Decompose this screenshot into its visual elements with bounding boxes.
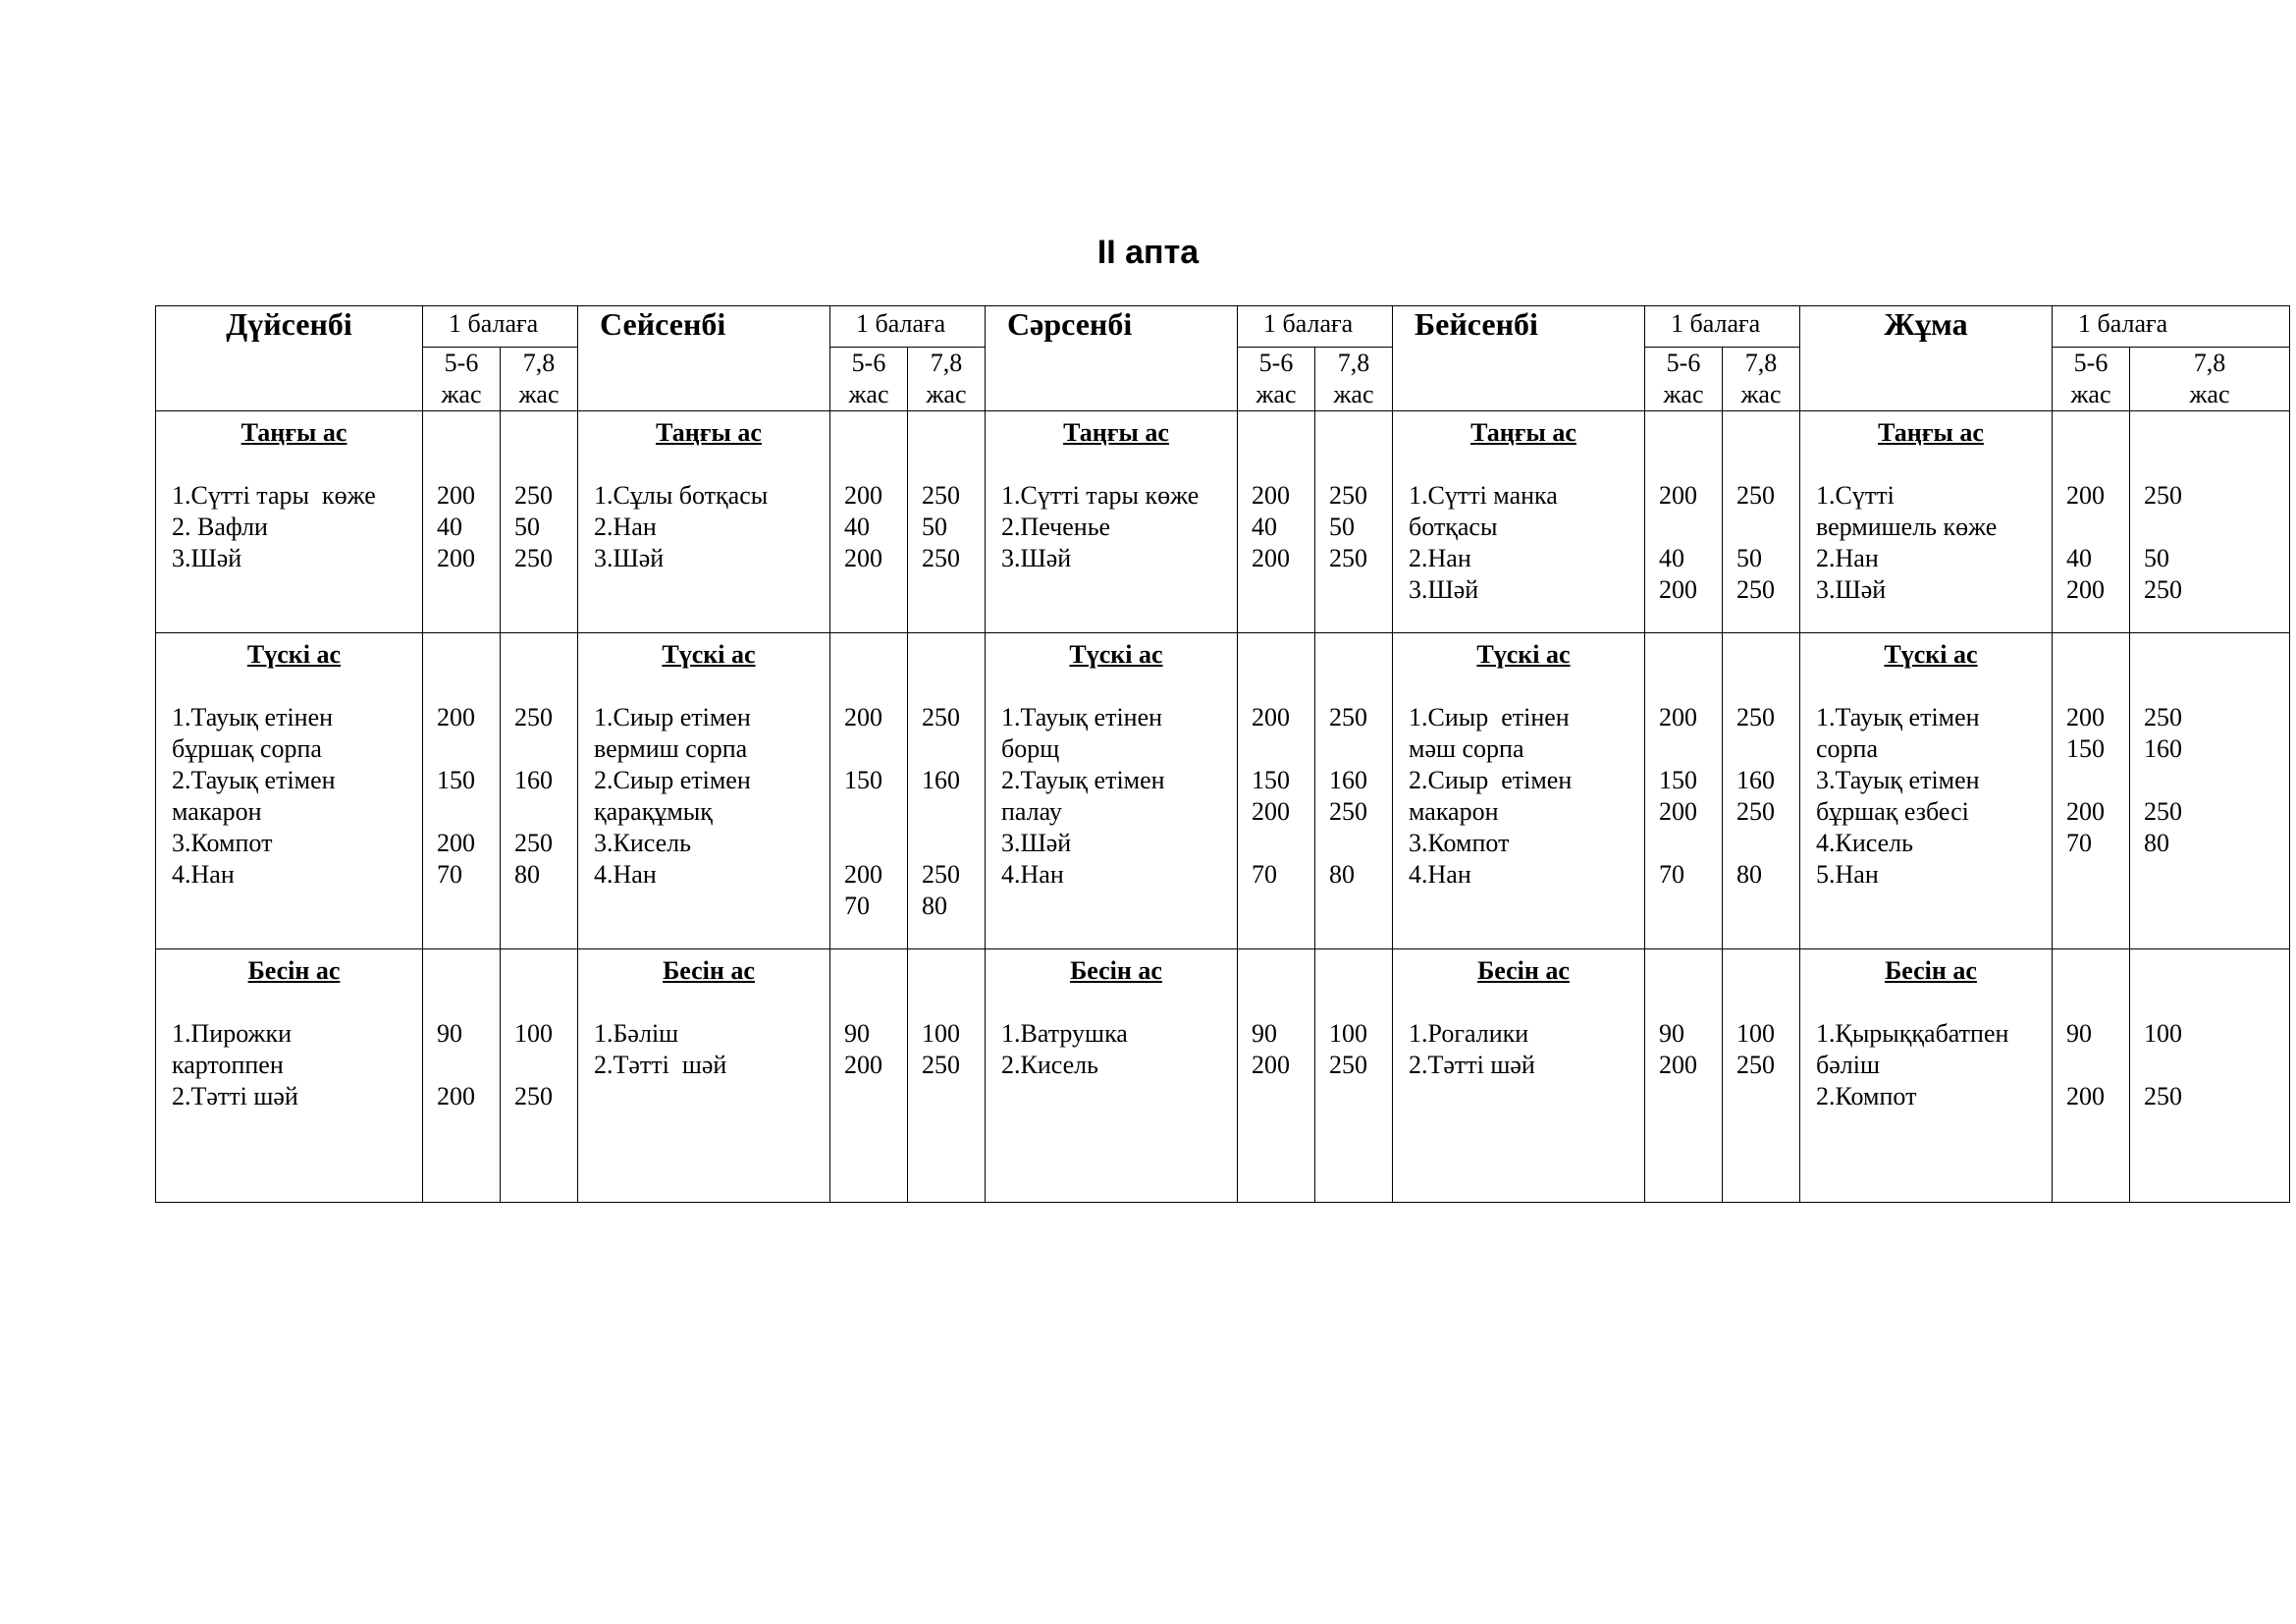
portion-value: 70 — [1659, 860, 1684, 889]
portion-value — [1329, 828, 1392, 859]
meal-cell-tuesday-lunch — [578, 633, 830, 949]
portion-value: 50 — [922, 513, 947, 541]
meal-heading: Түскі ас — [1476, 640, 1571, 669]
portion-7-8-thursday-breakfast — [1723, 411, 1800, 633]
portion-value: 200 — [1252, 544, 1290, 572]
portion-value: 160 — [922, 766, 960, 794]
day-name-friday: Жұма — [1800, 306, 2053, 411]
weekly-menu-table — [155, 305, 2290, 1203]
portion-value — [1659, 512, 1722, 543]
dish-line: 4.Кисель — [1816, 829, 1913, 857]
portion-value: 40 — [844, 513, 870, 541]
dish-line: қарақұмық — [594, 797, 713, 826]
dish-line: 1.Сүтті — [1816, 481, 1895, 510]
meal-heading: Бесін ас — [1885, 956, 1977, 985]
portion-value: 200 — [1659, 797, 1697, 826]
portion-value: 200 — [844, 481, 882, 510]
dish-line: сорпа — [1816, 734, 1878, 763]
dish-line: вермиш сорпа — [594, 734, 748, 763]
meal-cell-monday-lunch — [156, 633, 423, 949]
portion-value: 70 — [2066, 829, 2092, 857]
portion-value: 80 — [1736, 860, 1762, 889]
dish-line: 3.Шәй — [1409, 575, 1479, 604]
portion-value: 70 — [437, 860, 462, 889]
dish-line: 1.Рогалики — [1409, 1019, 1529, 1048]
dish-line: 1.Тауық етінен — [172, 703, 334, 731]
meal-cell-tuesday-snack — [578, 949, 830, 1203]
portion-5-6-thursday-snack — [1645, 949, 1723, 1203]
dish-line: 1.Бәліш — [594, 1019, 679, 1048]
portion-7-8-monday-breakfast — [501, 411, 578, 633]
per-child-header: 1 балаға — [1238, 306, 1393, 348]
meal-cell-friday-breakfast — [1800, 411, 2053, 633]
meal-cell-thursday-breakfast — [1393, 411, 1645, 633]
portion-value: 100 — [514, 1019, 553, 1048]
meal-heading: Таңғы ас — [240, 418, 347, 447]
portion-value: 200 — [1659, 575, 1697, 604]
portion-value: 160 — [1329, 766, 1367, 794]
day-name-wednesday: Сәрсенбі — [986, 306, 1238, 411]
portion-value: 250 — [1736, 797, 1775, 826]
portion-value: 160 — [514, 766, 553, 794]
portion-value: 150 — [437, 766, 475, 794]
portion-value: 200 — [844, 860, 882, 889]
dish-line: бұршақ сорпа — [172, 734, 322, 763]
per-child-header: 1 балаға — [830, 306, 986, 348]
dish-line: 3.Компот — [172, 829, 273, 857]
portion-value — [1659, 733, 1722, 765]
portion-value — [1736, 733, 1799, 765]
dish-line: мәш сорпа — [1409, 734, 1524, 763]
portion-value: 250 — [2144, 481, 2182, 510]
portion-value: 90 — [437, 1019, 462, 1048]
per-child-header: 1 балаға — [423, 306, 578, 348]
portion-value: 250 — [1329, 703, 1367, 731]
portion-7-8-tuesday-snack — [908, 949, 986, 1203]
dish-line: 1.Тауық етінен — [1001, 703, 1163, 731]
meal-heading: Түскі ас — [662, 640, 756, 669]
age-7-8-header: 7,8 жас — [501, 348, 578, 411]
portion-value: 250 — [1329, 797, 1367, 826]
dish-line: 3.Шәй — [594, 544, 665, 572]
portion-7-8-thursday-lunch — [1723, 633, 1800, 949]
meal-heading: Бесін ас — [1477, 956, 1570, 985]
portion-value: 70 — [844, 892, 870, 920]
dish-line: 2.Тауық етімен — [1001, 766, 1165, 794]
dish-line: 1.Сиыр етінен — [1409, 703, 1570, 731]
portion-value: 200 — [437, 1082, 475, 1110]
portion-value: 100 — [2144, 1019, 2182, 1048]
portion-value: 250 — [1736, 481, 1775, 510]
portion-value — [1252, 828, 1314, 859]
portion-value: 40 — [2066, 544, 2092, 572]
dish-line: 1.Пирожки — [172, 1019, 293, 1048]
dish-line: 2.Компот — [1816, 1082, 1917, 1110]
portion-value — [922, 796, 985, 828]
portion-value: 150 — [844, 766, 882, 794]
meal-row-snack — [156, 949, 2290, 1203]
meal-cell-wednesday-lunch — [986, 633, 1238, 949]
portion-value: 90 — [844, 1019, 870, 1048]
portion-5-6-monday-snack — [423, 949, 501, 1203]
portion-value — [1736, 828, 1799, 859]
meal-heading: Таңғы ас — [1878, 418, 1984, 447]
portion-5-6-thursday-breakfast — [1645, 411, 1723, 633]
dish-line: картоппен — [172, 1051, 284, 1079]
portion-value — [2144, 512, 2289, 543]
portion-5-6-monday-lunch — [423, 633, 501, 949]
portion-value — [2066, 512, 2129, 543]
portion-value: 50 — [1329, 513, 1355, 541]
portion-5-6-thursday-lunch — [1645, 633, 1723, 949]
portion-7-8-monday-lunch — [501, 633, 578, 949]
portion-value: 200 — [2066, 1082, 2105, 1110]
portion-value — [1252, 733, 1314, 765]
meal-heading: Бесін ас — [1070, 956, 1162, 985]
meal-cell-thursday-snack — [1393, 949, 1645, 1203]
meal-heading: Түскі ас — [1069, 640, 1163, 669]
meal-heading: Бесін ас — [663, 956, 755, 985]
portion-value — [922, 733, 985, 765]
dish-line: 1.Ватрушка — [1001, 1019, 1128, 1048]
dish-line: 1.Сүтті тары көже — [172, 481, 376, 510]
portion-5-6-wednesday-breakfast — [1238, 411, 1315, 633]
portion-7-8-tuesday-lunch — [908, 633, 986, 949]
portion-value: 250 — [922, 703, 960, 731]
age-5-6-header: 5-6 жас — [1645, 348, 1723, 411]
dish-line: 3.Шәй — [1001, 544, 1072, 572]
portion-value: 250 — [1736, 575, 1775, 604]
age-5-6-header: 5-6 жас — [2053, 348, 2130, 411]
portion-value: 200 — [2066, 481, 2105, 510]
portion-value — [2066, 765, 2129, 796]
meal-row-breakfast — [156, 411, 2290, 633]
portion-5-6-friday-lunch — [2053, 633, 2130, 949]
portion-value: 200 — [437, 829, 475, 857]
dish-line: 4.Нан — [172, 860, 235, 889]
portion-value: 250 — [514, 703, 553, 731]
portion-value: 200 — [1659, 481, 1697, 510]
portion-value: 160 — [2144, 734, 2182, 763]
portion-value: 40 — [1659, 544, 1684, 572]
dish-line: борщ — [1001, 734, 1060, 763]
portion-5-6-friday-breakfast — [2053, 411, 2130, 633]
portion-value: 200 — [844, 544, 882, 572]
dish-line: 5.Нан — [1816, 860, 1879, 889]
day-name-tuesday: Сейсенбі — [578, 306, 830, 411]
dish-line: 2.Сиыр етімен — [594, 766, 751, 794]
dish-line: 2.Тәтті шәй — [172, 1082, 298, 1110]
portion-value: 200 — [844, 703, 882, 731]
dish-line: бұршақ езбесі — [1816, 797, 1969, 826]
header-row-top — [156, 306, 2290, 348]
dish-line: 1.Сүтті манка — [1409, 481, 1558, 510]
portion-value: 90 — [2066, 1019, 2092, 1048]
dish-line: макарон — [1409, 797, 1499, 826]
portion-value: 250 — [922, 860, 960, 889]
portion-value: 90 — [1252, 1019, 1277, 1048]
portion-value — [514, 796, 577, 828]
dish-line: 3.Компот — [1409, 829, 1510, 857]
portion-value: 80 — [922, 892, 947, 920]
portion-value: 250 — [514, 1082, 553, 1110]
portion-7-8-friday-lunch — [2130, 633, 2290, 949]
dish-line: ботқасы — [1409, 513, 1498, 541]
portion-value — [437, 796, 500, 828]
age-7-8-header: 7,8 жас — [1315, 348, 1393, 411]
portion-value: 250 — [1736, 1051, 1775, 1079]
portion-value: 80 — [1329, 860, 1355, 889]
day-name-monday: Дүйсенбі — [156, 306, 423, 411]
dish-line: 3.Шәй — [172, 544, 242, 572]
portion-7-8-tuesday-breakfast — [908, 411, 986, 633]
dish-line: палау — [1001, 797, 1062, 826]
day-name-thursday: Бейсенбі — [1393, 306, 1645, 411]
portion-value: 250 — [2144, 575, 2182, 604]
dish-line: 4.Нан — [594, 860, 657, 889]
portion-5-6-wednesday-lunch — [1238, 633, 1315, 949]
portion-value — [2144, 765, 2289, 796]
portion-7-8-monday-snack — [501, 949, 578, 1203]
portion-value: 200 — [1252, 703, 1290, 731]
dish-line: 3.Шәй — [1816, 575, 1887, 604]
portion-value: 250 — [514, 829, 553, 857]
dish-line: 1.Қырыққабатпен — [1816, 1019, 2009, 1048]
portion-value: 200 — [1252, 1051, 1290, 1079]
portion-value — [514, 733, 577, 765]
portion-value — [844, 733, 907, 765]
portion-value: 200 — [437, 703, 475, 731]
portion-5-6-tuesday-snack — [830, 949, 908, 1203]
portion-value: 150 — [1252, 766, 1290, 794]
meal-cell-monday-snack — [156, 949, 423, 1203]
portion-value: 250 — [514, 481, 553, 510]
portion-value: 50 — [514, 513, 540, 541]
dish-line: 4.Нан — [1001, 860, 1064, 889]
portion-value: 100 — [922, 1019, 960, 1048]
portion-value: 40 — [1252, 513, 1277, 541]
meal-heading: Таңғы ас — [1063, 418, 1169, 447]
per-child-header: 1 балаға — [2053, 306, 2290, 348]
per-child-header: 1 балаға — [1645, 306, 1800, 348]
portion-value: 200 — [437, 481, 475, 510]
age-5-6-header: 5-6 жас — [1238, 348, 1315, 411]
portion-value: 80 — [514, 860, 540, 889]
meal-heading: Бесін ас — [247, 956, 341, 985]
dish-line: бәліш — [1816, 1051, 1880, 1079]
meal-cell-friday-lunch — [1800, 633, 2053, 949]
portion-value — [437, 733, 500, 765]
portion-value: 250 — [1329, 481, 1367, 510]
portion-5-6-monday-breakfast — [423, 411, 501, 633]
age-5-6-header: 5-6 жас — [423, 348, 501, 411]
portion-value: 250 — [922, 544, 960, 572]
portion-5-6-tuesday-lunch — [830, 633, 908, 949]
portion-value: 250 — [922, 481, 960, 510]
portion-value — [844, 828, 907, 859]
meal-cell-tuesday-breakfast — [578, 411, 830, 633]
portion-value: 40 — [437, 513, 462, 541]
age-5-6-header: 5-6 жас — [830, 348, 908, 411]
dish-line: 2.Нан — [594, 513, 657, 541]
portion-5-6-wednesday-snack — [1238, 949, 1315, 1203]
dish-line: 2.Кисель — [1001, 1051, 1098, 1079]
meal-heading: Таңғы ас — [656, 418, 762, 447]
portion-value — [1329, 733, 1392, 765]
portion-7-8-wednesday-breakfast — [1315, 411, 1393, 633]
portion-value: 250 — [922, 1051, 960, 1079]
dish-line: 1.Сүтті тары көже — [1001, 481, 1200, 510]
portion-value: 200 — [844, 1051, 882, 1079]
portion-value: 200 — [1659, 703, 1697, 731]
portion-value: 200 — [1252, 481, 1290, 510]
portion-value — [2066, 1050, 2129, 1081]
portion-value: 200 — [1659, 1051, 1697, 1079]
meal-heading: Түскі ас — [246, 640, 342, 669]
portion-value: 250 — [1736, 703, 1775, 731]
portion-value: 200 — [2066, 575, 2105, 604]
meal-cell-wednesday-snack — [986, 949, 1238, 1203]
portion-value: 250 — [2144, 703, 2182, 731]
portion-value: 250 — [1329, 1051, 1367, 1079]
portion-value: 200 — [2066, 703, 2105, 731]
portion-7-8-wednesday-lunch — [1315, 633, 1393, 949]
dish-line: 2. Вафли — [172, 513, 268, 541]
dish-line: 4.Нан — [1409, 860, 1471, 889]
portion-value — [1736, 512, 1799, 543]
portion-value: 200 — [1252, 797, 1290, 826]
portion-value: 200 — [2066, 797, 2105, 826]
dish-line: 2.Тауық етімен — [172, 766, 336, 794]
dish-line: 2.Печенье — [1001, 513, 1111, 541]
dish-line: 3.Шәй — [1001, 829, 1072, 857]
portion-value — [844, 796, 907, 828]
dish-line: 2.Нан — [1816, 544, 1879, 572]
portion-value: 100 — [1736, 1019, 1775, 1048]
portion-value: 50 — [2144, 544, 2169, 572]
portion-value — [1659, 828, 1722, 859]
meal-cell-friday-snack — [1800, 949, 2053, 1203]
meal-heading: Таңғы ас — [1470, 418, 1576, 447]
portion-7-8-friday-breakfast — [2130, 411, 2290, 633]
portion-value — [514, 1050, 577, 1081]
portion-value: 250 — [1329, 544, 1367, 572]
portion-value: 160 — [1736, 766, 1775, 794]
portion-value: 100 — [1329, 1019, 1367, 1048]
portion-value: 150 — [1659, 766, 1697, 794]
portion-value: 250 — [514, 544, 553, 572]
dish-line: 3.Кисель — [594, 829, 691, 857]
portion-value — [922, 828, 985, 859]
meal-cell-thursday-lunch — [1393, 633, 1645, 949]
portion-value: 50 — [1736, 544, 1762, 572]
portion-7-8-wednesday-snack — [1315, 949, 1393, 1203]
portion-7-8-thursday-snack — [1723, 949, 1800, 1203]
portion-value: 90 — [1659, 1019, 1684, 1048]
age-7-8-header: 7,8 жас — [2130, 348, 2290, 411]
dish-line: 2.Тәтті шәй — [1409, 1051, 1535, 1079]
meal-row-lunch — [156, 633, 2290, 949]
portion-value — [437, 1050, 500, 1081]
dish-line: 2.Нан — [1409, 544, 1471, 572]
dish-line: макарон — [172, 797, 262, 826]
portion-5-6-friday-snack — [2053, 949, 2130, 1203]
portion-value: 250 — [2144, 1082, 2182, 1110]
meal-cell-wednesday-breakfast — [986, 411, 1238, 633]
page-title: II апта — [1096, 234, 1200, 271]
dish-line: 3.Тауық етімен — [1816, 766, 1980, 794]
dish-line: 2.Тәтті шәй — [594, 1051, 727, 1079]
portion-5-6-tuesday-breakfast — [830, 411, 908, 633]
meal-cell-monday-breakfast — [156, 411, 423, 633]
dish-line: 2.Сиыр етімен — [1409, 766, 1573, 794]
dish-line: 1.Сұлы ботқасы — [594, 481, 769, 510]
portion-value: 70 — [1252, 860, 1277, 889]
dish-line: 1.Сиыр етімен — [594, 703, 751, 731]
portion-value: 200 — [437, 544, 475, 572]
portion-value — [2144, 1050, 2289, 1081]
age-7-8-header: 7,8 жас — [1723, 348, 1800, 411]
portion-7-8-friday-snack — [2130, 949, 2290, 1203]
portion-value: 250 — [2144, 797, 2182, 826]
meal-heading: Түскі ас — [1884, 640, 1978, 669]
dish-line: 1.Тауық етімен — [1816, 703, 1980, 731]
portion-value: 150 — [2066, 734, 2105, 763]
dish-line: вермишель көже — [1816, 513, 1998, 541]
portion-value: 80 — [2144, 829, 2169, 857]
age-7-8-header: 7,8 жас — [908, 348, 986, 411]
